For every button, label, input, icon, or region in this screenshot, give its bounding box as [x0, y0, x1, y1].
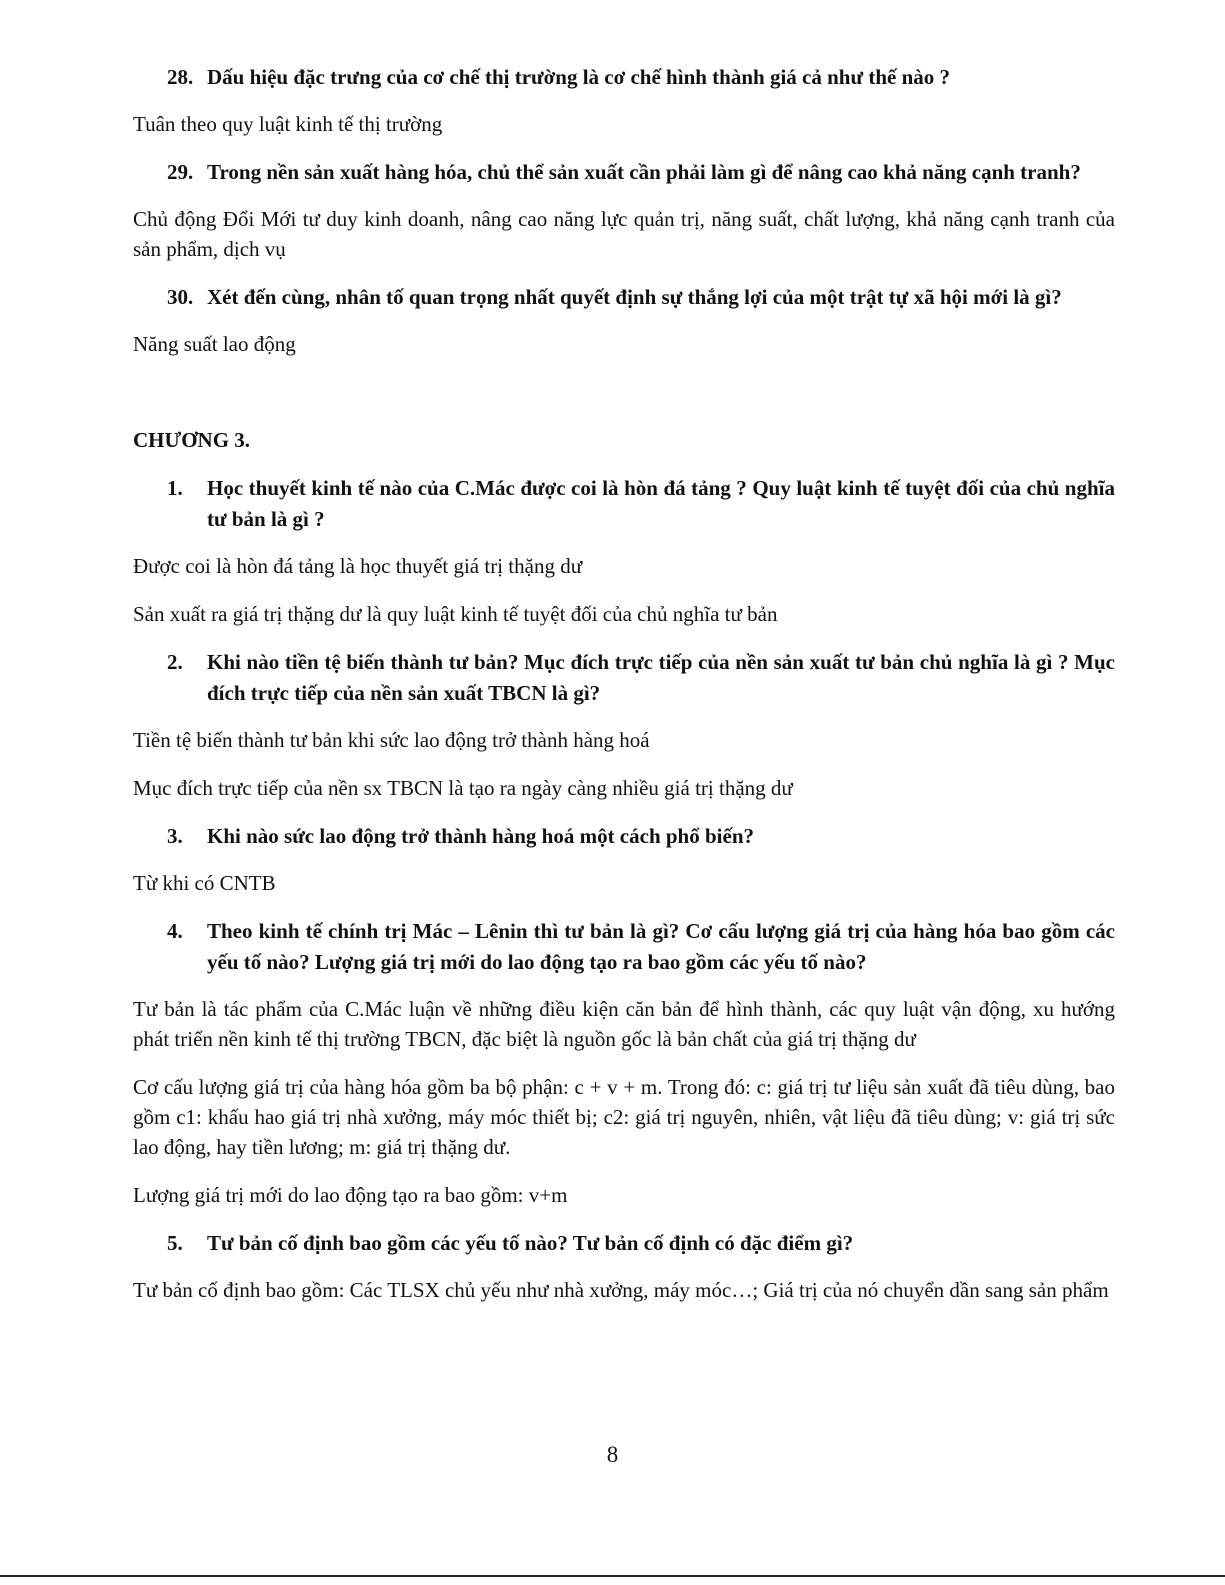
question-number: 30.	[167, 285, 194, 309]
question-2	[133, 647, 1115, 709]
question-1	[133, 473, 1115, 535]
answer-29: Chủ động Đổi Mới tư duy kinh doanh, nâng cao năng lực quản trị, năng suất, chất lượng, khả năng cạnh tranh của sản phẩm, dịch vụ	[133, 207, 1115, 261]
question-4	[133, 916, 1115, 978]
question-number: 5.	[167, 1231, 183, 1255]
answer-5: Tư bản cố định bao gồm: Các TLSX chủ yếu như nhà xưởng, máy móc…; Giá trị của nó chuyển dần sang sản phẩm	[133, 1278, 1109, 1302]
question-text: Trong nền sản xuất hàng hóa, chủ thể sản xuất cần phải làm gì để nâng cao khả năng cạnh tranh?	[207, 160, 1081, 184]
question-text: Theo kinh tế chính trị Mác – Lênin thì tư bản là gì? Cơ cấu lượng giá trị của hàng hóa bao gồm các yếu tố nào? Lượng giá trị mới do lao động tạo ra bao gồm các yếu tố nào?	[207, 919, 1115, 974]
question-text: Khi nào sức lao động trở thành hàng hoá một cách phổ biến?	[207, 824, 755, 848]
answer-2a: Tiền tệ biến thành tư bản khi sức lao động trở thành hàng hoá	[133, 728, 650, 752]
answer-4b: Cơ cấu lượng giá trị của hàng hóa gồm ba bộ phận: c + v + m. Trong đó: c: giá trị tư liệu sản xuất đã tiêu dùng, bao gồm c1: khấu hao giá trị nhà xưởng, máy móc thiết bị; c2: giá trị nguyên, nhiên, vật liệu đã tiêu dùng; v: giá trị sức lao động, hay tiền lương; m: giá trị thặng dư.	[133, 1075, 1115, 1159]
answer-28: Tuân theo quy luật kinh tế thị trường	[133, 112, 443, 136]
question-number: 3.	[167, 824, 183, 848]
answer-2b: Mục đích trực tiếp của nền sx TBCN là tạo ra ngày càng nhiều giá trị thặng dư	[133, 776, 793, 800]
answer-4a: Tư bản là tác phẩm của C.Mác luận về những điều kiện căn bản để hình thành, các quy luật vận động, xu hướng phát triển nền kinh tế thị trường TBCN, đặc biệt là nguồn gốc là bản chất của giá trị thặng dư	[133, 997, 1115, 1051]
question-text: Tư bản cố định bao gồm các yếu tố nào? Tư bản cố định có đặc điểm gì?	[207, 1231, 854, 1255]
question-text: Học thuyết kinh tế nào của C.Mác được coi là hòn đá tảng ? Quy luật kinh tế tuyệt đối của chủ nghĩa tư bản là gì ?	[207, 476, 1115, 531]
question-29	[133, 157, 1115, 188]
page-bottom-divider	[0, 1575, 1225, 1577]
question-number: 2.	[167, 650, 183, 674]
question-number: 4.	[167, 919, 183, 943]
question-number: 28.	[167, 65, 194, 89]
answer-3: Từ khi có CNTB	[133, 871, 276, 895]
question-text: Khi nào tiền tệ biến thành tư bản? Mục đích trực tiếp của nền sản xuất tư bản chủ nghĩa là gì ? Mục đích trực tiếp của nền sản xuất TBCN là gì?	[207, 650, 1115, 705]
question-number: 29.	[167, 160, 194, 184]
chapter-heading: CHƯƠNG 3.	[133, 428, 251, 452]
question-text: Dấu hiệu đặc trưng của cơ chế thị trường là cơ chế hình thành giá cả như thế nào ?	[207, 65, 950, 89]
answer-4c: Lượng giá trị mới do lao động tạo ra bao gồm: v+m	[133, 1183, 568, 1207]
question-30	[133, 282, 1115, 313]
answer-1b: Sản xuất ra giá trị thặng dư là quy luật kinh tế tuyệt đối của chủ nghĩa tư bản	[133, 602, 778, 626]
question-28	[133, 62, 1115, 93]
question-number: 1.	[167, 476, 183, 500]
page-number: 8	[606, 1442, 619, 1467]
document-body	[133, 62, 1115, 1323]
question-text: Xét đến cùng, nhân tố quan trọng nhất quyết định sự thắng lợi của một trật tự xã hội mới là gì?	[207, 285, 1062, 309]
question-3	[133, 821, 1115, 852]
answer-30: Năng suất lao động	[133, 332, 296, 356]
answer-1a: Được coi là hòn đá tảng là học thuyết giá trị thặng dư	[133, 554, 583, 578]
question-5	[133, 1228, 1115, 1259]
